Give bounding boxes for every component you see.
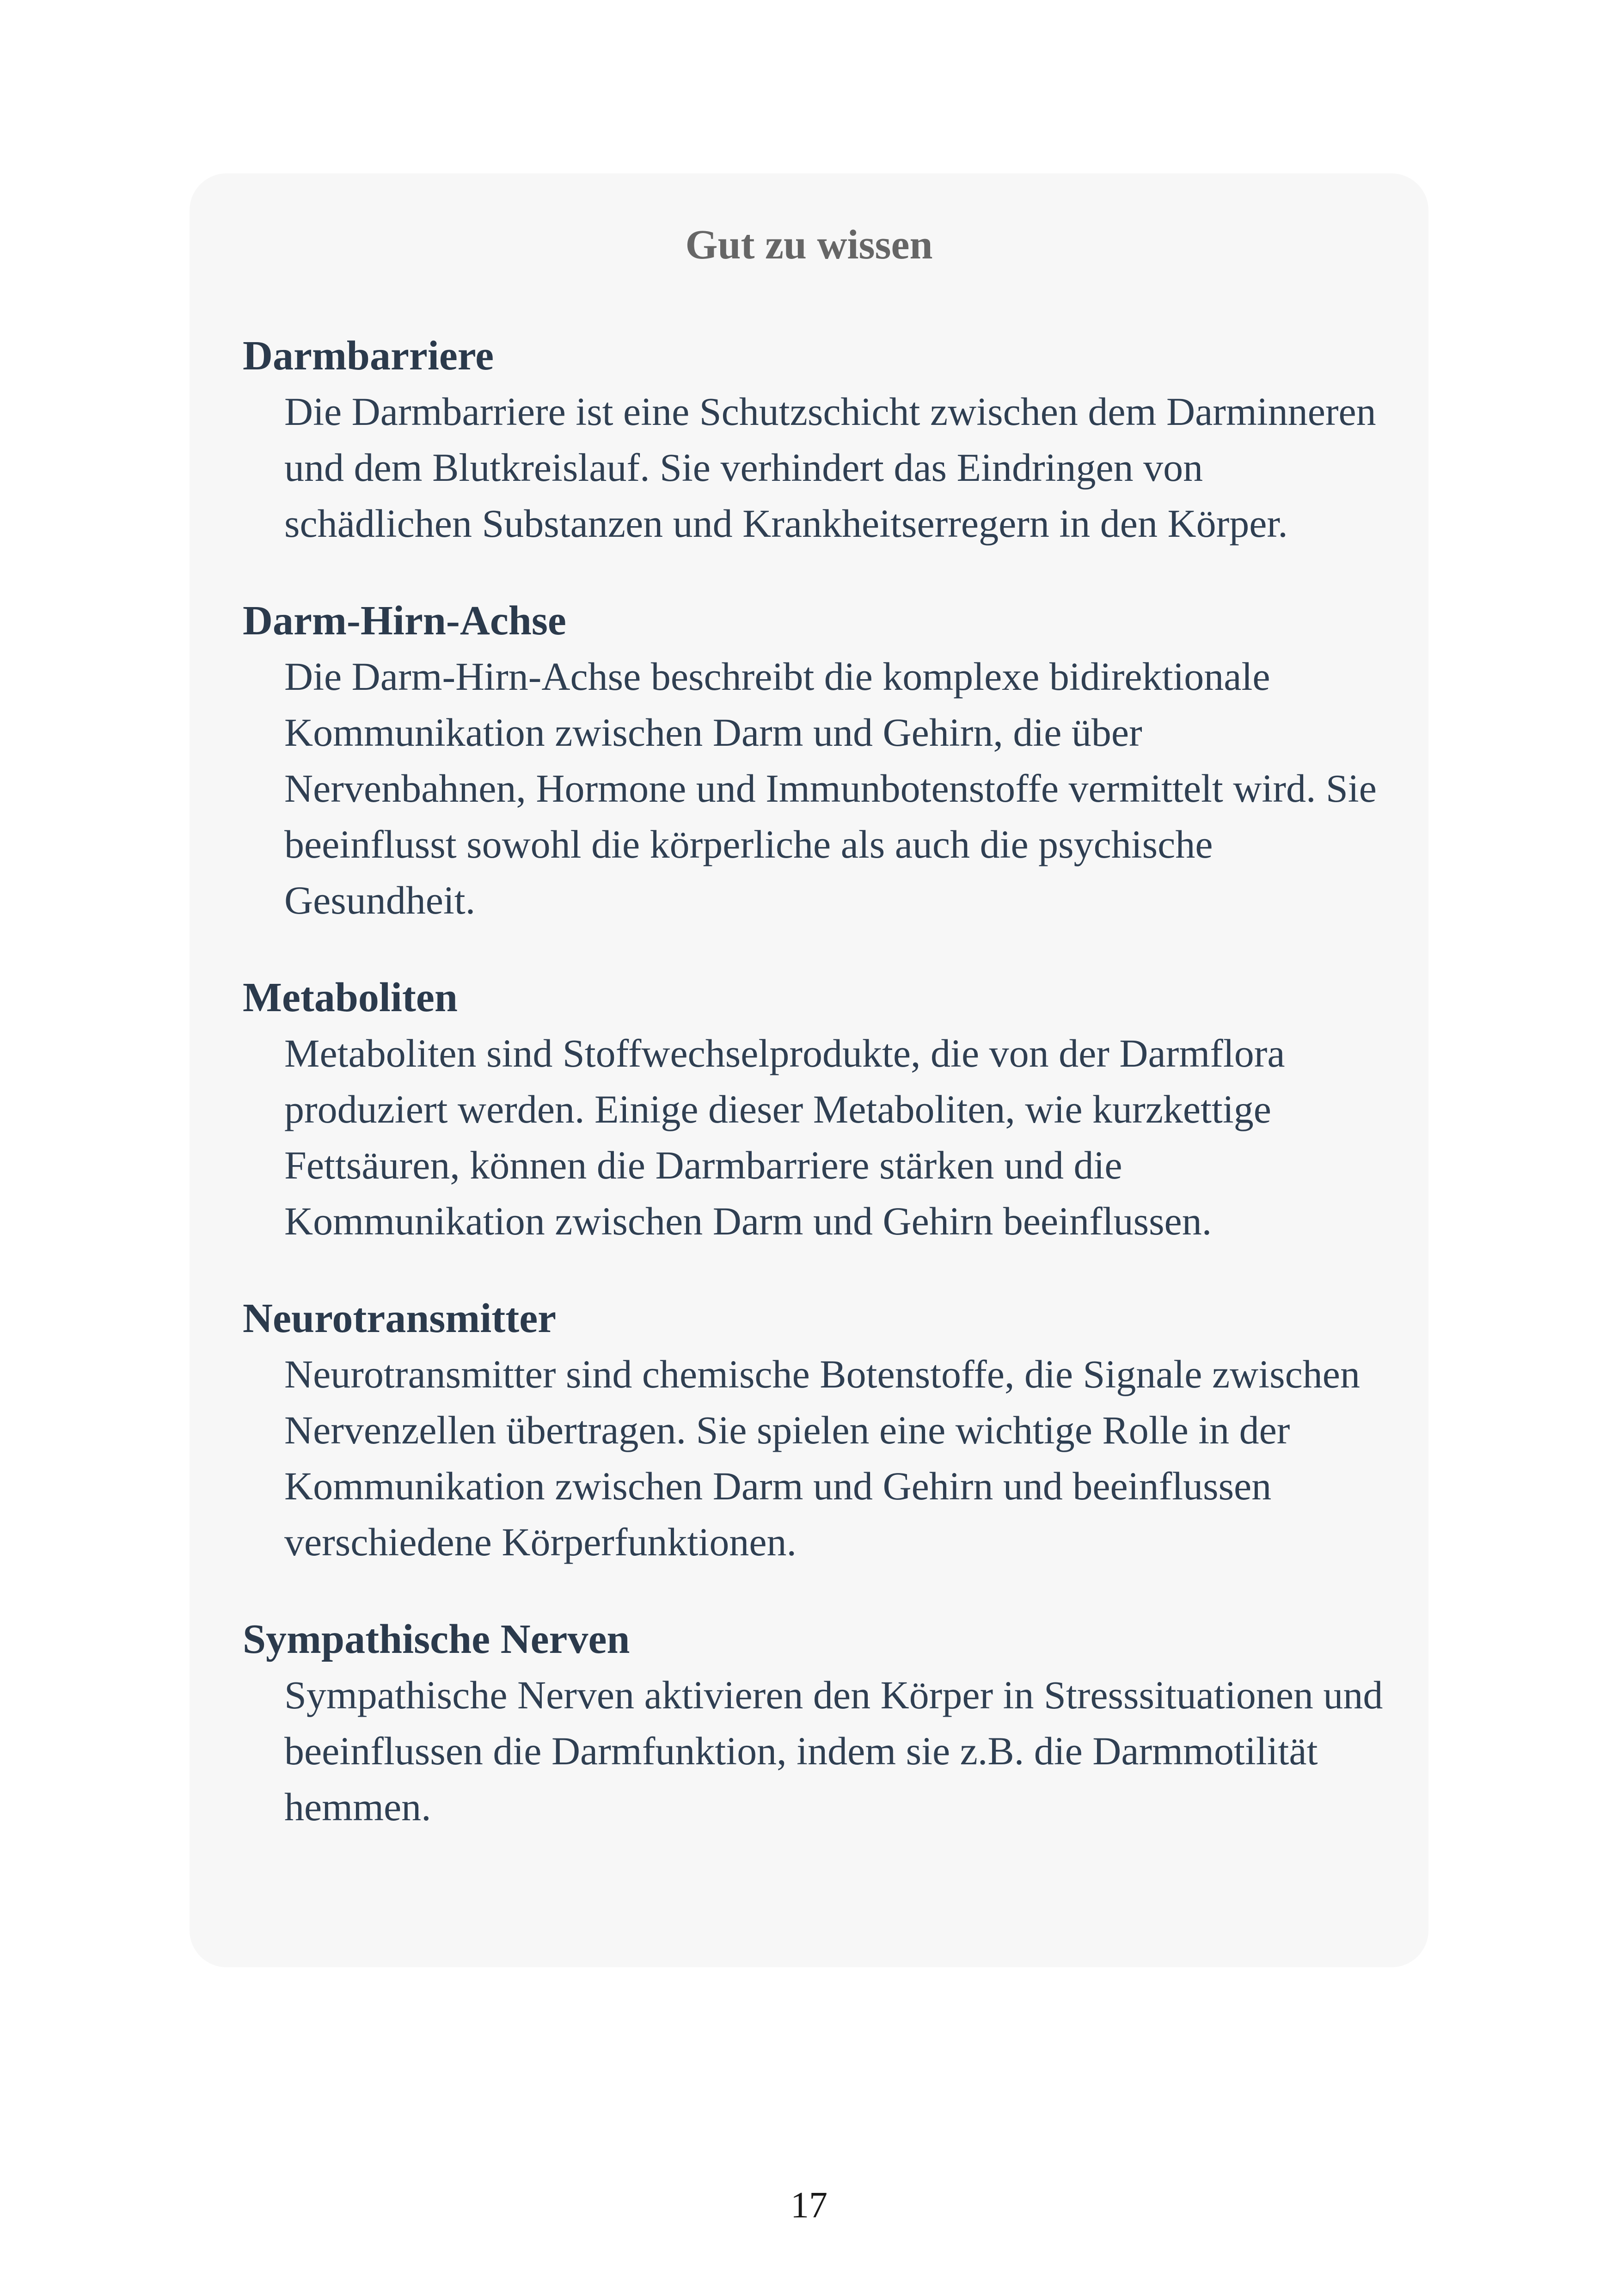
glossary-definition: Die Darmbarriere ist eine Schutzschicht zwischen dem Darminneren und dem Blutkreislauf. Sie verhindert das Eindringen von schädlichen Substanzen und Krankheitserregern in den Körper. bbox=[284, 389, 1376, 546]
glossary-entry bbox=[243, 1291, 1385, 1570]
box-title: Gut zu wissen bbox=[685, 222, 933, 268]
glossary-term: Neurotransmitter bbox=[243, 1295, 557, 1341]
glossary-definition: Die Darm-Hirn-Achse beschreibt die komplexe bidirektionale Kommunikation zwischen Darm und Gehirn, die über Nervenbahnen, Hormone und Immunbotenstoffe vermittelt wird. Sie beeinflusst sowohl die körperliche als auch die psychische Gesundheit. bbox=[284, 654, 1377, 922]
glossary-entry bbox=[243, 970, 1385, 1249]
glossary-entry bbox=[243, 1612, 1385, 1835]
glossary-entry bbox=[243, 593, 1385, 928]
glossary-term: Sympathische Nerven bbox=[243, 1616, 630, 1662]
glossary-term: Darmbarriere bbox=[243, 333, 494, 379]
glossary-list bbox=[243, 328, 1385, 1877]
glossary-term: Darm-Hirn-Achse bbox=[243, 598, 566, 644]
info-box bbox=[190, 173, 1428, 1967]
glossary-definition: Metaboliten sind Stoffwechselprodukte, die von der Darmflora produziert werden. Einige dieser Metaboliten, wie kurzkettige Fettsäuren, können die Darmbarriere stärken und die Kommunikation zwischen Darm und Gehirn beeinflussen. bbox=[284, 1031, 1285, 1243]
glossary-definition: Sympathische Nerven aktivieren den Körper in Stresssituationen und beeinflussen die Darmfunktion, indem sie z.B. die Darmmotilität hemmen. bbox=[284, 1673, 1383, 1829]
glossary-term: Metaboliten bbox=[243, 975, 458, 1020]
glossary-entry bbox=[243, 328, 1385, 552]
page-number: 17 bbox=[791, 2185, 827, 2226]
glossary-definition: Neurotransmitter sind chemische Botenstoffe, die Signale zwischen Nervenzellen übertragen. Sie spielen eine wichtige Rolle in der Kommunikation zwischen Darm und Gehirn und beeinflussen verschiedene Körperfunktionen. bbox=[284, 1352, 1360, 1564]
